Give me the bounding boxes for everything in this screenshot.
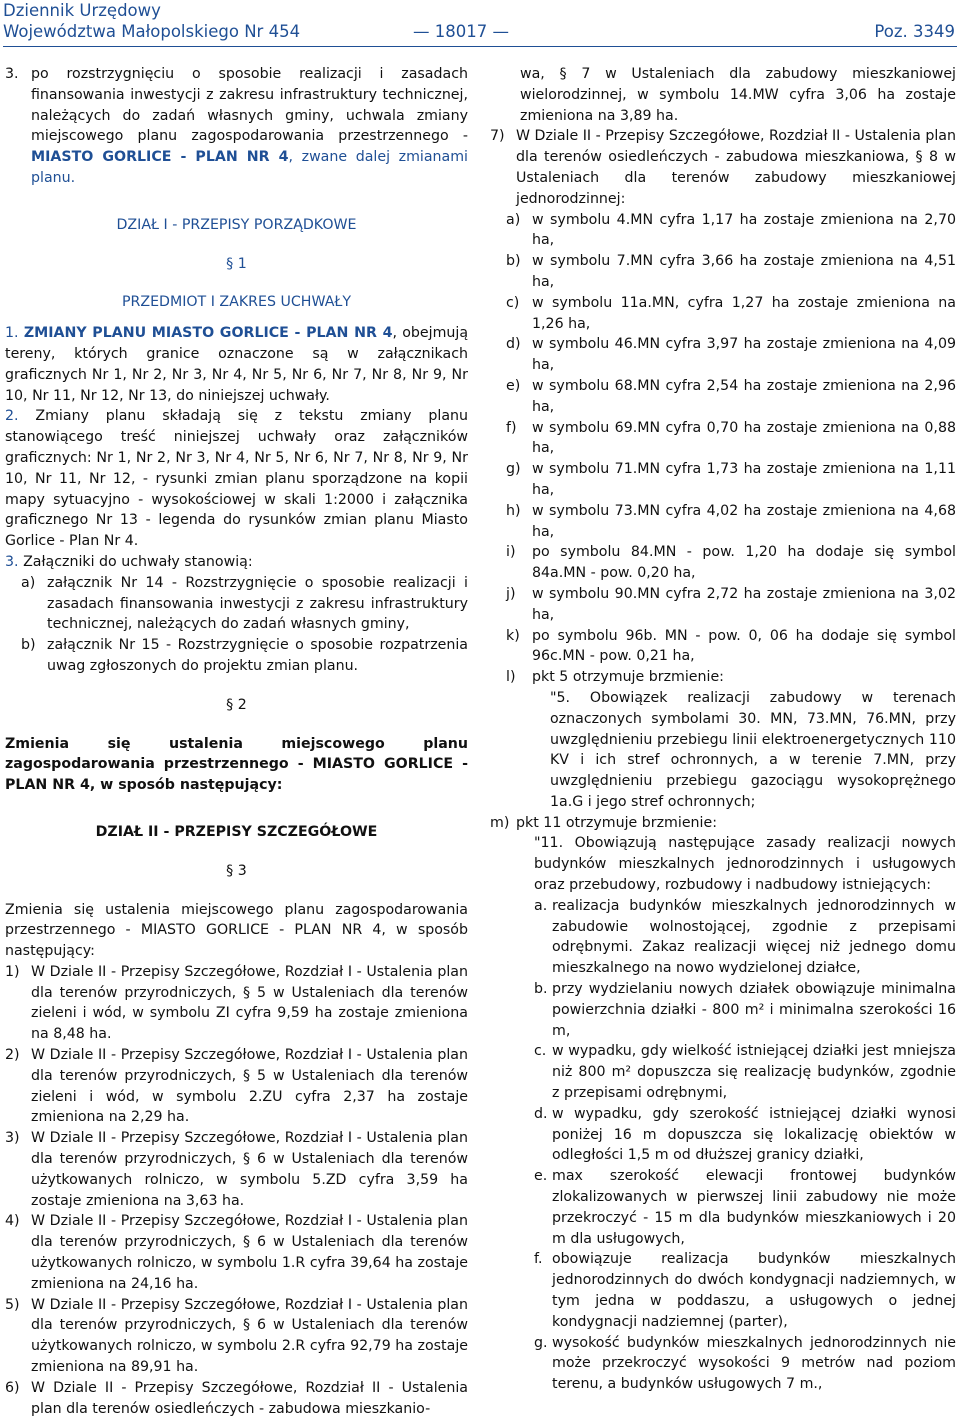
letter-item: e. max szerokość elewacji frontowej budynków zlokalizowanych w pierwszej linii zabudowy nie może przekroczyć - 15 m dla budynków mieszkaniowych i 20 m dla usługowych, xyxy=(534,1168,956,1247)
point-2: 2. Zmiany planu składają się z tekstu zmiany planu stanowiącego treść niniejszej uchwały oraz załączników graficznych: Nr 1, Nr 2, Nr 3, Nr 4, Nr 5, Nr 6, Nr 7, Nr 8, Nr 9, Nr 10, Nr 11, Nr 12, - rysunki zmian planu sporządzone na kopii mapy sytuacyjno - wysokościowej w skali 1:2000 i załącznika graficznego Nr 13 - legenda do rysunków zmian planu Miasto Gorlice - Plan Nr 4. xyxy=(5,408,468,550)
paragraph-mark-2: § 2 xyxy=(226,696,247,713)
sub-list xyxy=(490,210,956,688)
paragraph-2-text: Zmienia się ustalenia miejscowego planu zagospodarowania przestrzennego - MIASTO GORLICE - PLAN NR 4, w sposób następujący: xyxy=(5,735,468,794)
letter-item: g. wysokość budynków mieszkalnych jednorodzinnych nie może przekroczyć wysokości 9 metrów nad poziom terenu, a budynków usługowych 7 m., xyxy=(534,1334,956,1393)
sub-item: h) w symbolu 73.MN cyfra 4,02 ha zostaje zmieniona na 4,68 ha, xyxy=(506,502,956,540)
amendment-item: 5) W Dziale II - Przepisy Szczegółowe, Rozdział I - Ustalenia plan dla terenów przyrodniczych, § 6 w Ustaleniach dla terenów użytkowanych rolniczo, w symbolu 2.R cyfra 92,79 ha zostaje zmieniona na 89,91 ha. xyxy=(5,1296,468,1376)
sub-item: f) w symbolu 69.MN cyfra 0,70 ha zostaje zmieniona na 0,88 ha, xyxy=(506,419,956,457)
journal-subtitle: Województwa Małopolskiego Nr 454 xyxy=(3,22,301,41)
paragraph-3-text: Zmienia się ustalenia miejscowego planu zagospodarowania przestrzennego - MIASTO GORLICE - PLAN NR 4, w sposób następujący: xyxy=(5,901,468,960)
sub-item: g) w symbolu 71.MN cyfra 1,73 ha zostaje zmieniona na 1,11 ha, xyxy=(506,461,956,498)
position-number: Poz. 3349 xyxy=(874,22,955,41)
right-column xyxy=(490,64,956,1395)
left-column xyxy=(5,64,468,1419)
page-number: — 18017 — xyxy=(413,22,509,41)
sub-item: j) w symbolu 90.MN cyfra 2,72 ha zostaje zmieniona na 3,02 ha, xyxy=(506,585,956,623)
sub-item: i) po symbolu 84.MN - pow. 1,20 ha dodaje się symbol 84a.MN - pow. 0,20 ha, xyxy=(506,544,956,582)
paragraph-mark-3: § 3 xyxy=(226,862,247,879)
amendment-item: 3) W Dziale II - Przepisy Szczegółowe, Rozdział I - Ustalenia plan dla terenów przyrodniczych, § 6 w Ustaleniach dla terenów użytkowanych rolniczo, w symbolu 5.ZD cyfra 3,59 ha zostaje zmieniona na 3,63 ha. xyxy=(5,1130,468,1209)
amendment-item: 2) W Dziale II - Przepisy Szczegółowe, Rozdział I - Ustalenia plan dla terenów przyrodniczych, § 5 w Ustaleniach dla terenów zieleni i wód, w symbolu 2.ZU cyfra 2,37 ha zostaje zmieniona na 2,29 ha. xyxy=(5,1047,468,1126)
amendment-item: 6) W Dziale II - Przepisy Szczegółowe, Rozdział II - Ustalenia plan dla terenów osiedleńczych - zabudowa mieszkanio- xyxy=(5,1379,468,1417)
quote-point-5: "5. Obowiązek realizacji zabudowy w terenach oznaczonych symbolami 30. MN, 73.MN, 76.MN, przy uwzględnieniu przebiegu linii elektroenergetycznych 110 KV i ich stref ochronnych, a w terenie 7.MN, przy uwzględnieniu przebiegu gazociągu wysokoprężnego 1a.G i jego stref ochronnych; xyxy=(550,689,956,810)
amendment-m: m) pkt 11 otrzymuje brzmienie: xyxy=(490,814,717,831)
amendment-list xyxy=(5,962,468,1419)
letter-item: f. obowiązuje realizacja budynków mieszkalnych jednorodzinnych do dwóch kondygnacji nadziemnych, w tym jedna w poddaszu, a usługowych o jednej kondygnacji nadziemnej (parter), xyxy=(534,1251,956,1330)
sub-item: d) w symbolu 46.MN cyfra 3,97 ha zostaje zmieniona na 4,09 ha, xyxy=(506,336,956,374)
sub-item: a) w symbolu 4.MN cyfra 1,17 ha zostaje zmieniona na 2,70 ha, xyxy=(506,211,956,249)
letter-item: b. przy wydzielaniu nowych działek obowiązuje minimalna powierzchnia działki - 800 m² i minimalna szerokości 16 m, xyxy=(534,981,956,1039)
point-3b: b) załącznik Nr 15 - Rozstrzygnięcie o sposobie rozpatrzenia uwag zgłoszonych do projektu zmian planu. xyxy=(21,637,468,674)
sub-item: k) po symbolu 96b. MN - pow. 0, 06 ha dodaje się symbol 96c.MN - pow. 0,21 ha, xyxy=(506,627,956,665)
letter-item: d. w wypadku, gdy szerokość istniejącej działki wynosi poniżej 16 m dopuszcza się lokalizację obiektów w odległości 1,5 m od dłuższej granicy działki, xyxy=(534,1105,956,1164)
letter-item: a. realizacja budynków mieszkalnych jednorodzinnych w zabudowie wolnostojącej, zgodnie z przepisami odrębnymi. Zakaz realizacji więcej niż jednego domu mieszkalnego na nowo wydzielonej działce, xyxy=(534,897,956,977)
letter-item: c. w wypadku, gdy wielkość istniejącej działki jest mniejsza niż 800 m² dopuszcza się realizację budynków, zgodnie z przepisami odrębnymi, xyxy=(534,1043,956,1102)
page-header xyxy=(3,0,957,48)
point-3: 3. Załączniki do uchwały stanowią: xyxy=(5,553,253,570)
intro-paragraph: 3. po rozstrzygnięciu o sposobie realizacji i zasadach finansowania inwestycji z zakresu infrastruktury technicznej, należących do zadań własnych gminy, uchwala zmiany miejscowego planu zagospodarowania przestrzennego - MIASTO GORLICE - PLAN NR 4, zwane dalej zmianami planu. xyxy=(5,66,469,186)
point-3a: a) załącznik Nr 14 - Rozstrzygnięcie o sposobie realizacji i zasadach finansowania inwestycji z zakresu infrastruktury technicznej, należących do zadań własnych gminy, xyxy=(21,574,468,633)
plan-name: MIASTO GORLICE - PLAN NR 4 xyxy=(31,149,289,166)
journal-title: Dziennik Urzędowy xyxy=(3,1,161,20)
chapter-title-1: PRZEDMIOT I ZAKRES UCHWAŁY xyxy=(121,294,352,311)
continuation-text: wa, § 7 w Ustaleniach dla zabudowy mieszkaniowej wielorodzinnej, w symbolu 14.MW cyfra 3,06 ha zostaje zmieniona na 3,89 ha. xyxy=(520,66,956,124)
sub-item: c) w symbolu 11a.MN, cyfra 1,27 ha zostaje zmieniona na 1,26 ha, xyxy=(506,294,956,332)
sub-item: b) w symbolu 7.MN cyfra 3,66 ha zostaje zmieniona na 4,51 ha, xyxy=(506,253,956,290)
section-heading-2: DZIAŁ II - PRZEPISY SZCZEGÓŁOWE xyxy=(95,823,378,840)
letter-list xyxy=(490,896,956,1395)
amendment-item: 4) W Dziale II - Przepisy Szczegółowe, Rozdział I - Ustalenia plan dla terenów przyrodniczych, § 6 w Ustaleniach dla terenów użytkowanych rolniczo, w symbolu 1.R cyfra 39,64 ha zostaje zmieniona na 24,16 ha. xyxy=(5,1213,468,1292)
sub-item: l) pkt 5 otrzymuje brzmienie: xyxy=(506,669,724,686)
point-1: 1. ZMIANY PLANU MIASTO GORLICE - PLAN NR 4, obejmują tereny, których granice oznaczone są w załącznikach graficznych Nr 1, Nr 2, Nr 3, Nr 4, Nr 5, Nr 6, Nr 7, Nr 8, Nr 9, Nr 10, Nr 11, Nr 12, Nr 13, do niniejszej uchwały. xyxy=(5,325,469,404)
sub-item: e) w symbolu 68.MN cyfra 2,54 ha zostaje zmieniona na 2,96 ha, xyxy=(506,377,956,415)
header-rule xyxy=(3,46,957,47)
amendment-7: 7) W Dziale II - Przepisy Szczegółowe, Rozdział II - Ustalenia plan dla terenów osiedleńczych - zabudowa mieszkaniowa, § 8 w Ustaleniach dla terenów zabudowy mieszkaniowej jednorodzinnej: xyxy=(490,128,956,207)
paragraph-mark-1: § 1 xyxy=(226,255,247,272)
amendment-item: 1) W Dziale II - Przepisy Szczegółowe, Rozdział I - Ustalenia plan dla terenów przyrodniczych, § 5 w Ustaleniach dla terenów zieleni i wód, w symbolu ZI cyfra 9,59 ha zostaje zmieniona na 8,48 ha. xyxy=(5,963,468,1043)
quote-point-11: "11. Obowiązują następujące zasady realizacji nowych budynków mieszkalnych jednorodzinnych i usługowych oraz przebudowy, rozbudowy i nadbudowy istniejących: xyxy=(534,835,956,894)
section-heading-1: DZIAŁ I - PRZEPISY PORZĄDKOWE xyxy=(116,216,357,233)
